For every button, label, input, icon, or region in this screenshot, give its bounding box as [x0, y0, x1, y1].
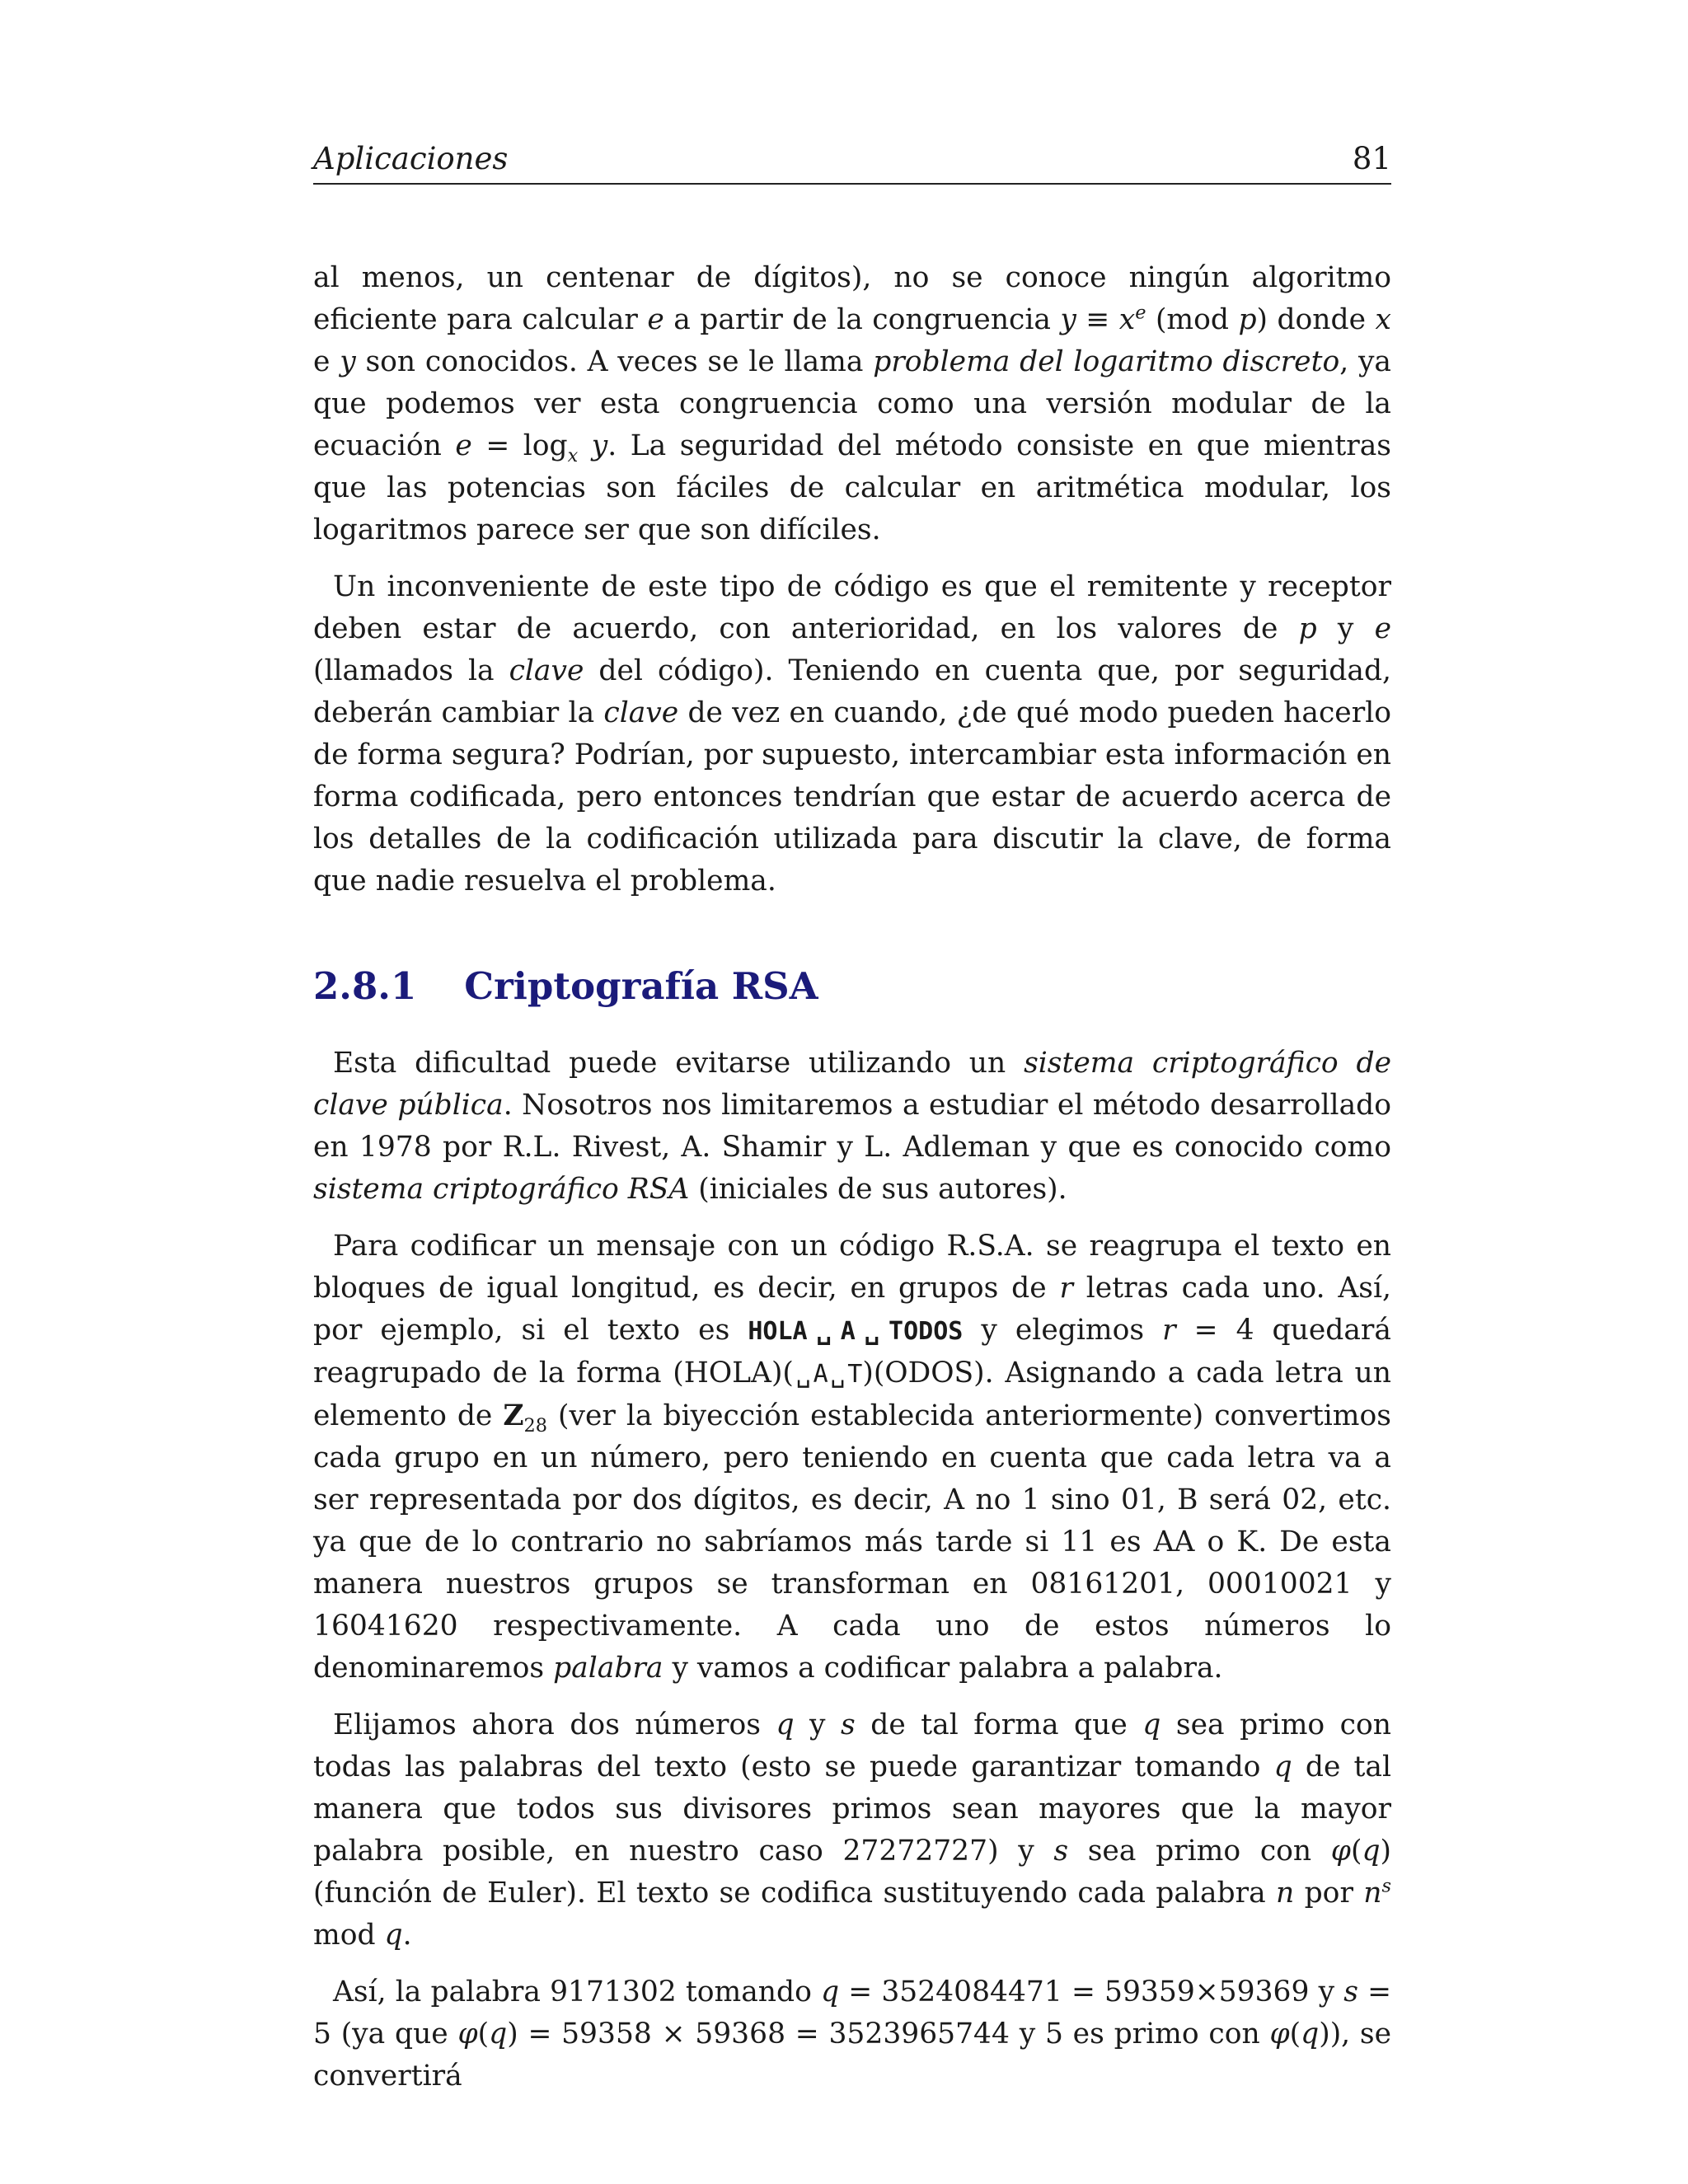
text: Para codificar un mensaje con un código R.S.A. se reagrupa el texto en bloques de igual longitud, es decir, en grupos de [313, 1230, 1391, 1305]
math-var: y [591, 429, 608, 462]
math-var: s [1343, 1975, 1358, 2008]
emphasis: sistema criptográfico RSA [313, 1173, 690, 1206]
text: de vez en cuando, ¿de qué modo pueden hacerlo de forma segura? Podrían, por supuesto, intercambiar esta información en forma codificada, pero entonces tendrían que estar de acuerdo acerca de los detalles de la codificación utilizada para discutir la clave, de forma que nadie resuelva el problema. [313, 696, 1391, 898]
text: (ver la biyección establecida anteriormente) convertimos cada grupo en un número, pero teniendo en cuenta que cada letra va a ser representada por dos dígitos, es decir, A no 1 sino 01, B será 02, etc. ya que de lo contrario no sabríamos más tarde si 11 es AA o K. De esta manera nuestros grupos se transforman en 08161201, 00010021 y 16041620 respectivamente. A cada uno de estos números lo denominaremos [313, 1399, 1391, 1685]
text: Así, la palabra 9171302 tomando [333, 1975, 822, 2008]
math-var: q [821, 1975, 840, 2008]
math-var: y [1060, 303, 1076, 336]
text: (iniciales de sus autores). [689, 1173, 1067, 1206]
math-var: φ [1330, 1835, 1351, 1868]
text: Elijamos ahora dos números [333, 1708, 776, 1741]
code-text: ␣A␣T [793, 1360, 863, 1389]
code-text: HOLA␣A␣TODOS [748, 1317, 964, 1346]
math-set: Z [503, 1399, 524, 1432]
math-var: e [455, 429, 472, 462]
text: a partir de la congruencia [663, 303, 1061, 336]
text: , ya que podemos ver esta congruencia como una versión modular de la ecuación [313, 345, 1392, 462]
text: y vamos a codificar palabra a palabra. [663, 1652, 1223, 1685]
emphasis: sistema criptográfico de clave pública [313, 1047, 1392, 1122]
text: ( [477, 2018, 490, 2050]
emphasis: clave [509, 654, 584, 687]
text: . Nosotros nos limitaremos a estudiar el método desarrollado en 1978 por R.L. Rivest, A. Shamir y L. Adleman y que es conocido como [313, 1089, 1391, 1164]
math-op: = log [471, 429, 568, 462]
math-var: e [647, 303, 664, 336]
emphasis: palabra [553, 1652, 663, 1685]
paragraph-3 [313, 1043, 1391, 1211]
math-var: q [1273, 1750, 1292, 1783]
emphasis: problema del logaritmo discreto [873, 345, 1340, 378]
text: de tal manera que todos sus divisores primos sean mayores que la mayor palabra posible, en nuestro caso 27272727) y [313, 1750, 1392, 1868]
math-var: s [1053, 1835, 1069, 1868]
text: por [1294, 1877, 1364, 1910]
math-var: n [1276, 1877, 1295, 1910]
text: = 4 quedará reagrupado de la forma (HOLA)( [313, 1314, 1391, 1390]
text: son conocidos. A veces se le llama [355, 345, 874, 378]
text: ) donde [1256, 303, 1376, 336]
text: sea primo con todas las palabras del texto (esto se puede garantizar tomando [313, 1708, 1391, 1783]
math-var: p [1298, 612, 1317, 645]
math-op: ≡ [1076, 303, 1119, 336]
text: = 3524084471 = 59359×59369 y [839, 1975, 1344, 2008]
math-var: φ [457, 2018, 478, 2050]
text: . [402, 1919, 412, 1952]
math-subscript: x [567, 444, 579, 466]
text: . La seguridad del método consiste en que mientras que las potencias son fáciles de calcular en aritmética modular, los logaritmos parece ser que son difíciles. [313, 429, 1392, 546]
page-body [313, 257, 1391, 2112]
page-number: 81 [1352, 141, 1391, 176]
paragraph-2 [313, 566, 1391, 902]
text: ( [1289, 2018, 1301, 2050]
text: mod [313, 1919, 385, 1952]
math-var: r [1059, 1272, 1073, 1305]
math-var: φ [1269, 2018, 1290, 2050]
text: e [313, 345, 340, 378]
math-var: q [776, 1708, 795, 1741]
section-heading [313, 962, 1391, 1011]
paragraph-1 [313, 257, 1391, 551]
header-title: Aplicaciones [313, 141, 509, 176]
text: sea primo con [1068, 1835, 1331, 1868]
text: y [1316, 612, 1375, 645]
math-var: q [1301, 2018, 1320, 2050]
paragraph-4 [313, 1226, 1391, 1690]
text: y [794, 1708, 842, 1741]
math-subscript: 28 [523, 1414, 548, 1436]
math-var: e [1374, 612, 1391, 645]
paragraph-6 [313, 1971, 1391, 2097]
text: Un inconveniente de este tipo de código es que el remitente y receptor deben estar de acuerdo, con anterioridad, en los valores de [313, 570, 1391, 645]
math-var: q [384, 1919, 403, 1952]
text: de tal forma que [855, 1708, 1143, 1741]
math-var: r [1162, 1314, 1176, 1347]
math-var: q [1142, 1708, 1161, 1741]
text: )(ODOS). Asignando a cada letra un elemento de [313, 1357, 1391, 1432]
math-exponent: e [1135, 302, 1146, 324]
text: ) (función de Euler). El texto se codifica sustituyendo cada palabra [313, 1835, 1391, 1910]
text: y elegimos [963, 1314, 1163, 1347]
math-var: x [1118, 303, 1136, 336]
section-title: Criptografía RSA [464, 964, 818, 1008]
text: del código). Teniendo en cuenta que, por seguridad, deberán cambiar la [313, 654, 1391, 729]
text: al menos, un centenar de dígitos), no se conoce ningún algoritmo eficiente para calcular [313, 261, 1391, 336]
math-var: y [340, 345, 356, 378]
math-var: n [1363, 1877, 1382, 1910]
paragraph-5 [313, 1704, 1391, 1957]
text: letras cada uno. Así, por ejemplo, si el texto es [313, 1272, 1391, 1347]
text: Esta dificultad puede evitarse utilizando un [333, 1047, 1025, 1080]
text: )), se convertirá [313, 2018, 1392, 2093]
math-var: s [841, 1708, 856, 1741]
math-var: x [1375, 303, 1391, 336]
text: = 5 (ya que [313, 1975, 1391, 2050]
text: ( [1350, 1835, 1362, 1868]
running-header [313, 143, 1391, 185]
math-op: (mod [1146, 303, 1239, 336]
math-var: q [489, 2018, 508, 2050]
math-var: q [1362, 1835, 1381, 1868]
math-var: p [1238, 303, 1257, 336]
math-exponent: s [1381, 1875, 1392, 1897]
emphasis: clave [603, 696, 679, 729]
section-number: 2.8.1 [313, 964, 417, 1008]
text: (llamados la [313, 654, 509, 687]
text: ) = 59358 × 59368 = 3523965744 y 5 es primo con [507, 2018, 1270, 2050]
